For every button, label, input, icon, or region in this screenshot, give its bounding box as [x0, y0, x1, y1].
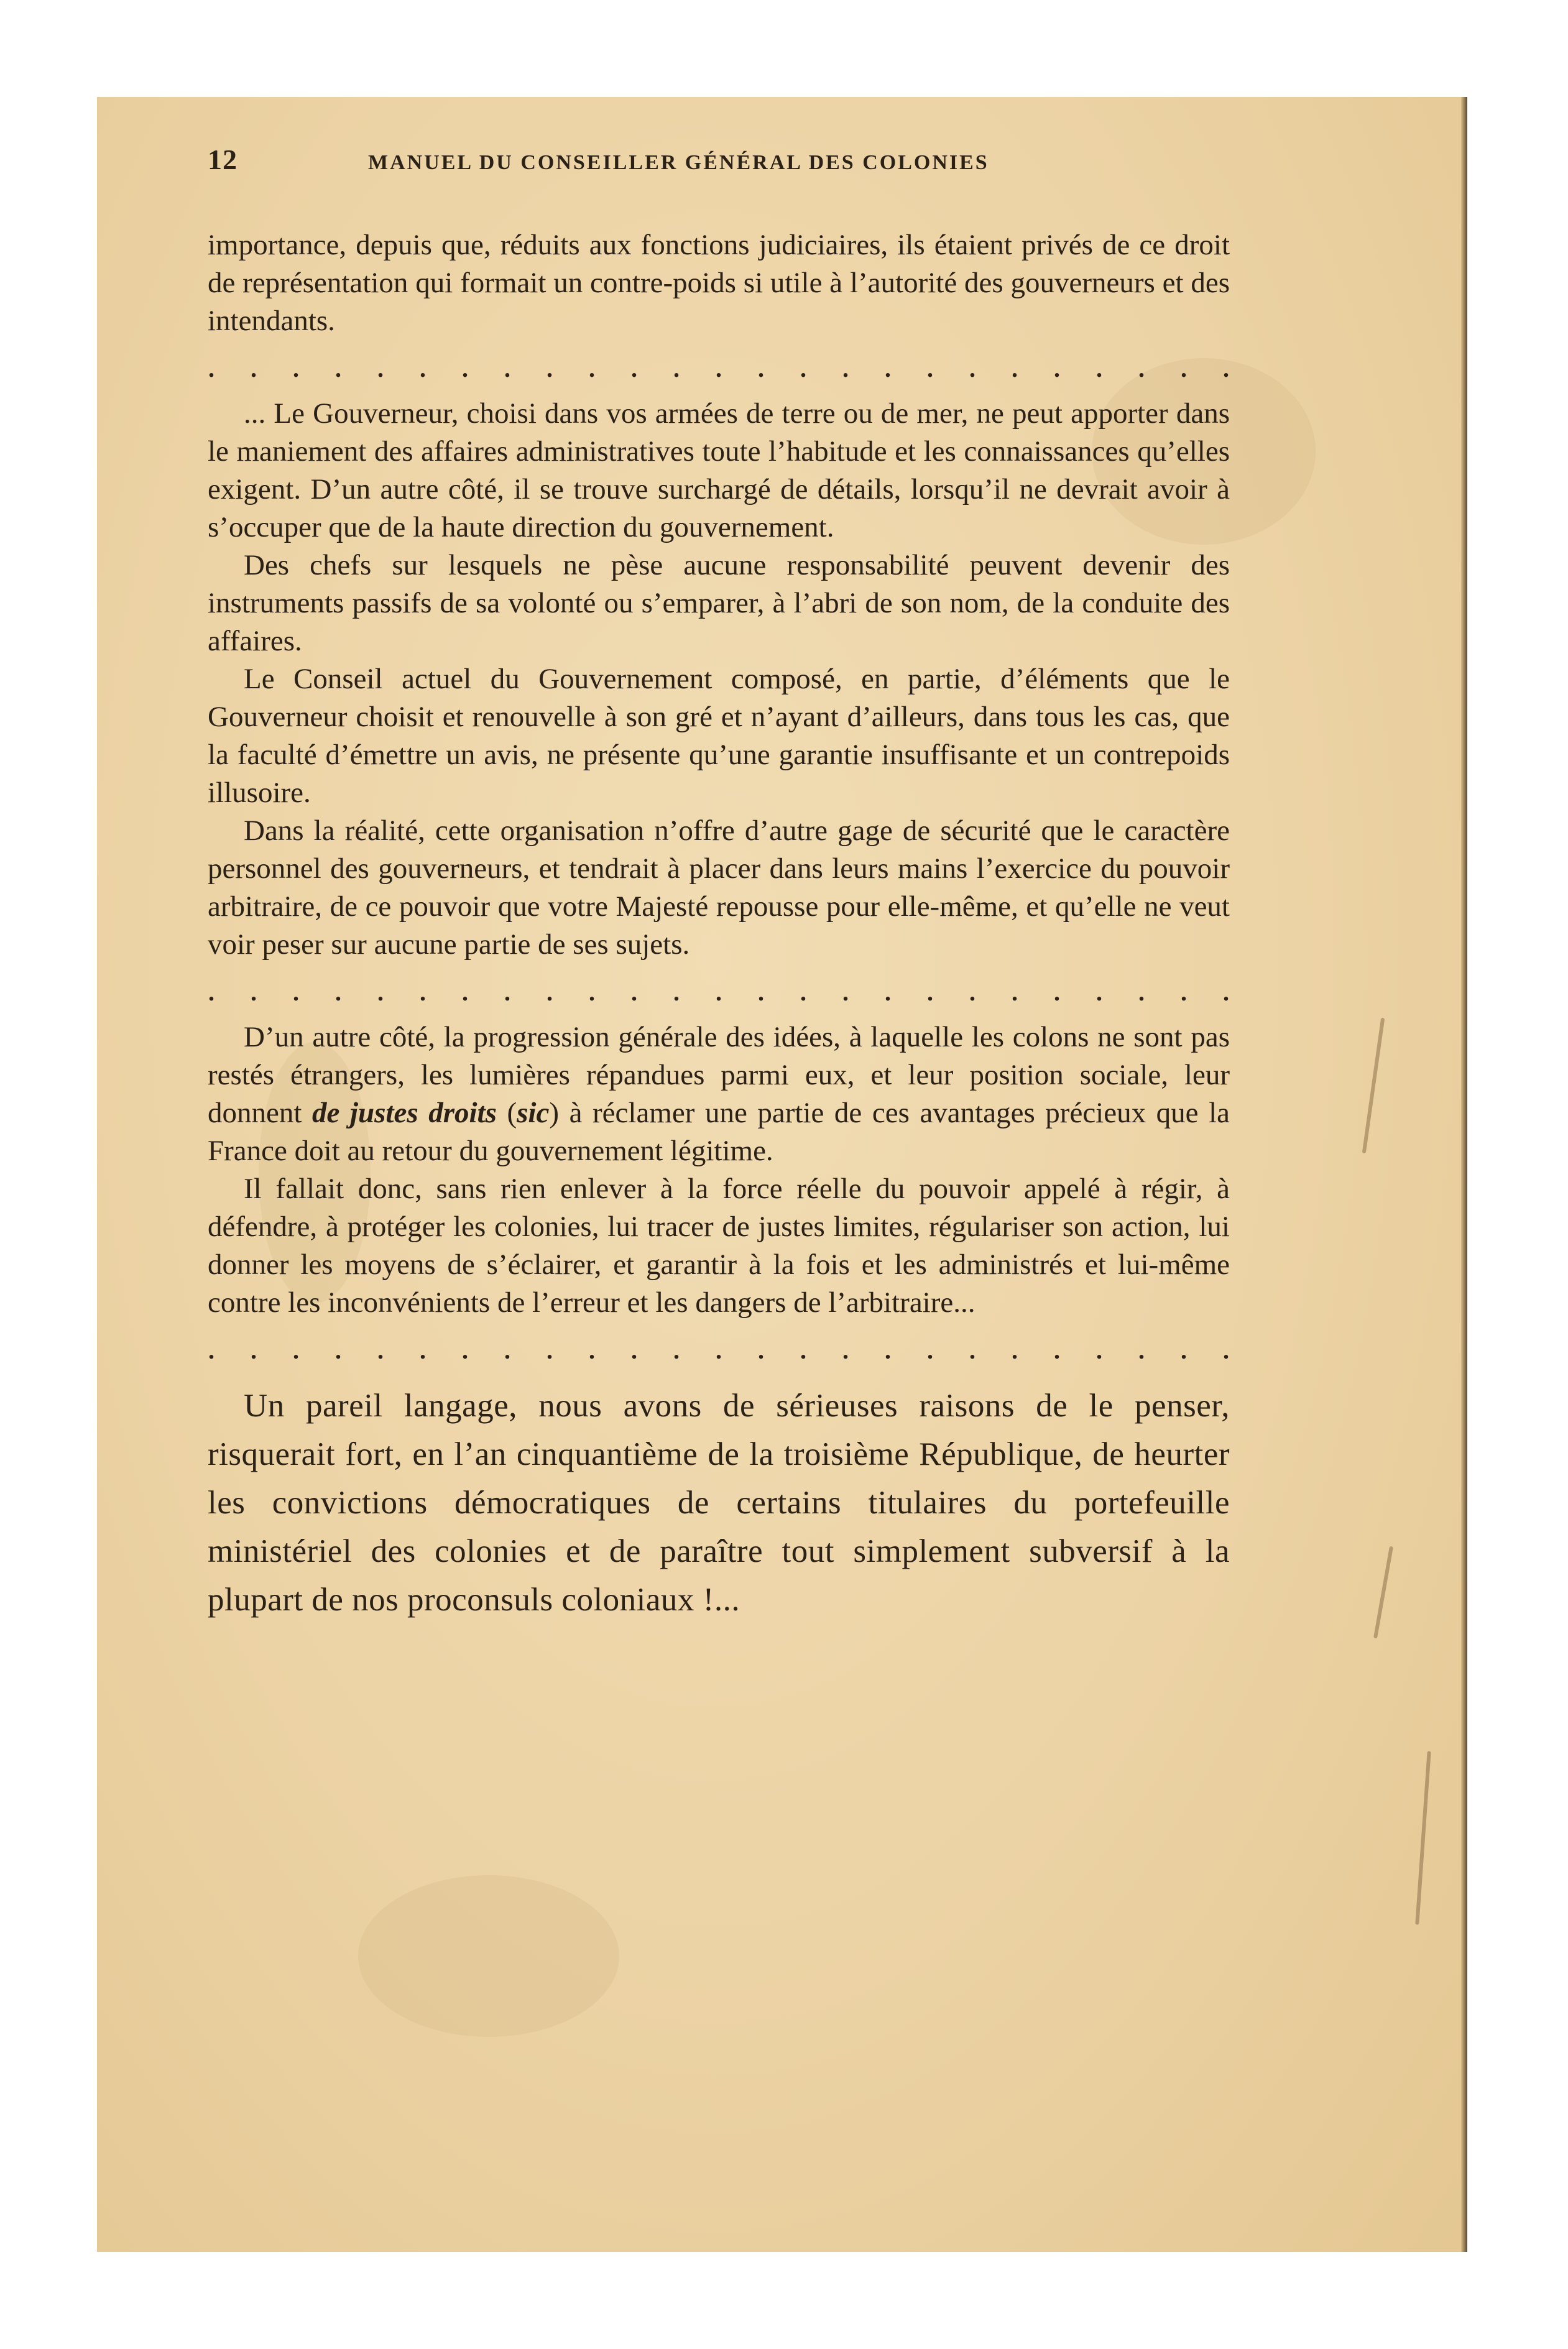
quote-paragraph: Dans la réalité, cette organisation n’offre d’autre gage de sécurité que le caractère personnel des gouverneurs, et tendrait à placer dans leurs mains l’exercice du pouvoir arbitraire, de ce pouvoir que votre Majesté repousse pour elle-même, et qu’elle ne veut voir peser sur aucune partie de ses sujets. — [208, 815, 1230, 961]
italic-sic: sic — [517, 1097, 550, 1129]
pencil-margin-mark — [1373, 1546, 1393, 1639]
quote-paragraph: Des chefs sur lesquels ne pèse aucune responsabilité peuvent devenir des instruments passifs de sa volonté ou s’emparer, à l’abri de son nom, de la conduite des affaires. — [208, 549, 1230, 657]
commentary-paragraph: Un pareil langage, nous avons de sérieuses raisons de le penser, risquerait fort, en l’an cinquantième de la troisième République, de heurter les convictions démocratiques de certains titulaires du portefeuille ministériel des colonies et de paraître tout simplement subversif à la plupart de nos proconsuls coloniaux !... — [208, 1388, 1230, 1618]
pencil-margin-mark — [1415, 1751, 1431, 1925]
author-commentary — [208, 1382, 1230, 1624]
italic-phrase: de justes droits — [312, 1097, 497, 1129]
ellipsis-row: . . . . . . . . . . . . . . . . . . . . . . . . . — [208, 354, 1229, 382]
pencil-margin-mark — [1362, 1018, 1385, 1154]
quote-paragraph: importance, depuis que, réduits aux fonctions judiciaires, ils étaient privés de ce droit de représentation qui formait un contre-poids si utile à l’autorité des gouverneurs et des intendants. — [208, 229, 1230, 337]
ellipsis-row: . . . . . . . . . . . . . . . . . . . . . . . . . — [208, 1336, 1229, 1364]
quoted-report — [208, 226, 1230, 1363]
paper-stain — [358, 1875, 619, 2037]
running-head-title: MANUEL DU CONSEILLER GÉNÉRAL DES COLONIES — [368, 151, 989, 174]
quote-paragraph: D’un autre côté, la progression générale des idées, à laquelle les colons ne sont pas restés étrangers, les lumières répandues parmi eux, et leur position sociale, leur donnent de justes droits (sic) à réclamer une partie de ces avantages précieux que la France doit au retour du gouvernement légitime. — [208, 1021, 1230, 1167]
page-number: 12 — [208, 144, 238, 175]
page-text — [208, 143, 1230, 1624]
running-head — [208, 143, 1230, 187]
page-edge-shadow — [1461, 97, 1467, 2252]
quote-paragraph: ... Le Gouverneur, choisi dans vos armées de terre ou de mer, ne peut apporter dans le maniement des affaires administratives toute l’habitude et les connaissances qu’elles exigent. D’un autre côté, il se trouve surchargé de détails, lorsqu’il ne devrait avoir à s’occuper que de la haute direction du gouvernement. — [208, 397, 1230, 543]
ellipsis-row: . . . . . . . . . . . . . . . . . . . . . . . . . — [208, 978, 1229, 1006]
quote-paragraph: Le Conseil actuel du Gouvernement composé, en partie, d’éléments que le Gouverneur choisit et renouvelle à son gré et n’ayant d’ailleurs, dans tous les cas, que la faculté d’émettre un avis, ne présente qu’une garantie insuffisante et un contrepoids illusoire. — [208, 663, 1230, 809]
quote-paragraph: Il fallait donc, sans rien enlever à la force réelle du pouvoir appelé à régir, à défendre, à protéger les colonies, lui tracer de justes limites, régulariser son action, lui donner les moyens de s’éclairer, et garantir à la fois et les administrés et lui-même contre les inconvénients de l’erreur et les dangers de l’arbitraire... — [208, 1173, 1230, 1319]
